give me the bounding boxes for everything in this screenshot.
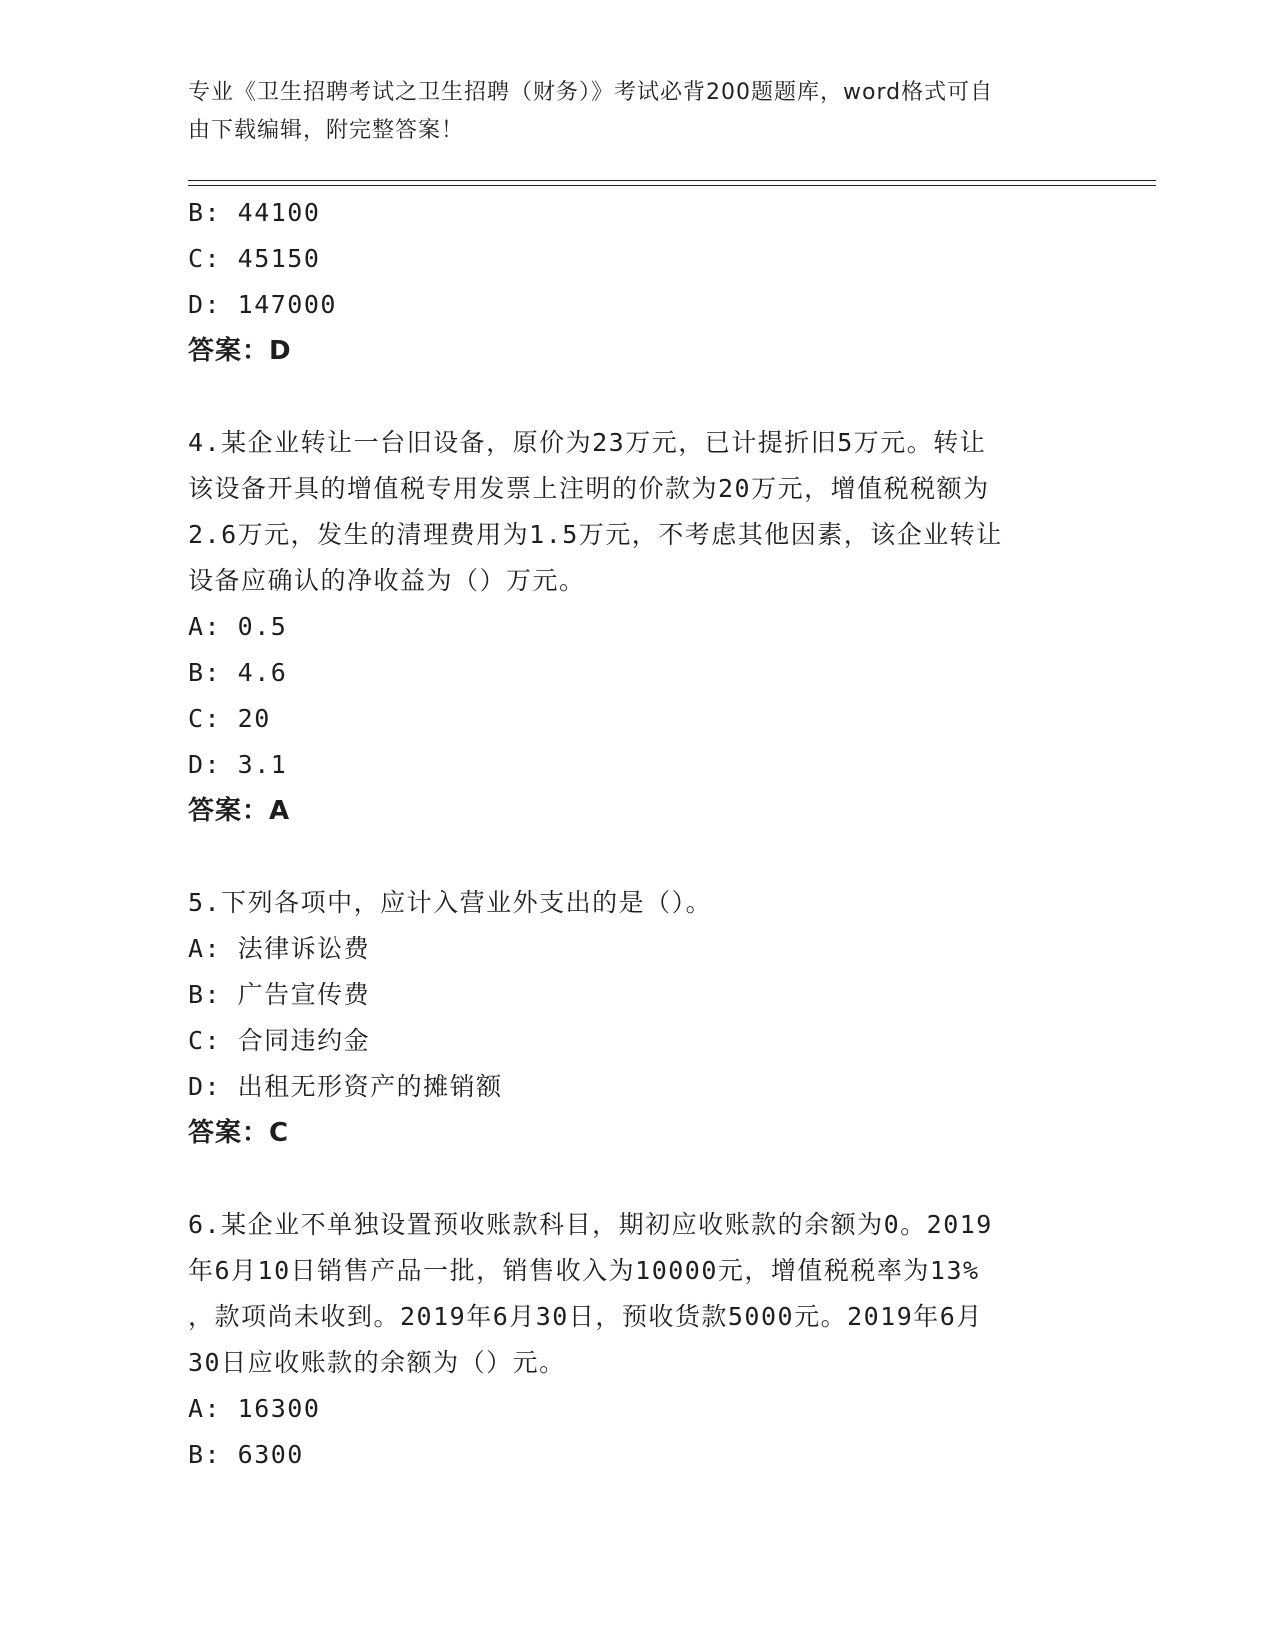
header-line-1: 专业《卫生招聘考试之卫生招聘（财务）》考试必背200题题库，word格式可自 [188, 80, 994, 105]
q5-option-b: B: 广告宣传费 [188, 980, 371, 1009]
q6-stem-line-4: 30日应收账款的余额为（）元。 [188, 1348, 566, 1377]
q3-option-d: D: 147000 [188, 290, 337, 319]
q6-stem-line-3: ，款项尚未收到。2019年6月30日，预收货款5000元。2019年6月 [188, 1302, 983, 1331]
q6-option-a: A: 16300 [188, 1394, 321, 1423]
q4-stem-line-3: 2.6万元，发生的清理费用为1.5万元，不考虑其他因素，该企业转让 [188, 520, 1003, 549]
spacer [188, 834, 1088, 880]
header-divider-bottom [188, 185, 1156, 186]
document-body [188, 190, 1088, 1478]
question-6 [188, 1202, 1088, 1478]
question-3-tail [188, 190, 1088, 374]
q4-stem-line-4: 设备应确认的净收益为（）万元。 [188, 566, 586, 595]
q3-answer: 答案：D [188, 336, 292, 366]
q4-option-c: C: 20 [188, 704, 271, 733]
question-4 [188, 420, 1088, 834]
q3-option-c: C: 45150 [188, 244, 321, 273]
q4-option-b: B: 4.6 [188, 658, 288, 687]
document-header [188, 74, 1088, 150]
q4-answer: 答案：A [188, 796, 291, 826]
q6-option-b: B: 6300 [188, 1440, 304, 1469]
q5-answer: 答案：C [188, 1118, 290, 1148]
header-divider-top [188, 180, 1156, 181]
q6-stem-line-1: 6.某企业不单独设置预收账款科目，期初应收账款的余额为0。2019 [188, 1210, 993, 1239]
q6-stem-line-2: 年6月10日销售产品一批，销售收入为10000元，增值税税率为13% [188, 1256, 980, 1285]
q4-option-a: A: 0.5 [188, 612, 288, 641]
header-line-2: 由下载编辑，附完整答案！ [188, 118, 465, 143]
spacer [188, 1156, 1088, 1202]
q5-stem-line-1: 5.下列各项中，应计入营业外支出的是（）。 [188, 888, 713, 917]
q4-stem-line-2: 该设备开具的增值税专用发票上注明的价款为20万元，增值税税额为 [188, 474, 990, 503]
spacer [188, 374, 1088, 420]
q4-option-d: D: 3.1 [188, 750, 288, 779]
q5-option-c: C: 合同违约金 [188, 1026, 371, 1055]
q3-option-b: B: 44100 [188, 198, 321, 227]
q5-option-d: D: 出租无形资产的摊销额 [188, 1072, 503, 1101]
question-5 [188, 880, 1088, 1156]
q4-stem-line-1: 4.某企业转让一台旧设备，原价为23万元，已计提折旧5万元。转让 [188, 428, 987, 457]
q5-option-a: A: 法律诉讼费 [188, 934, 371, 963]
